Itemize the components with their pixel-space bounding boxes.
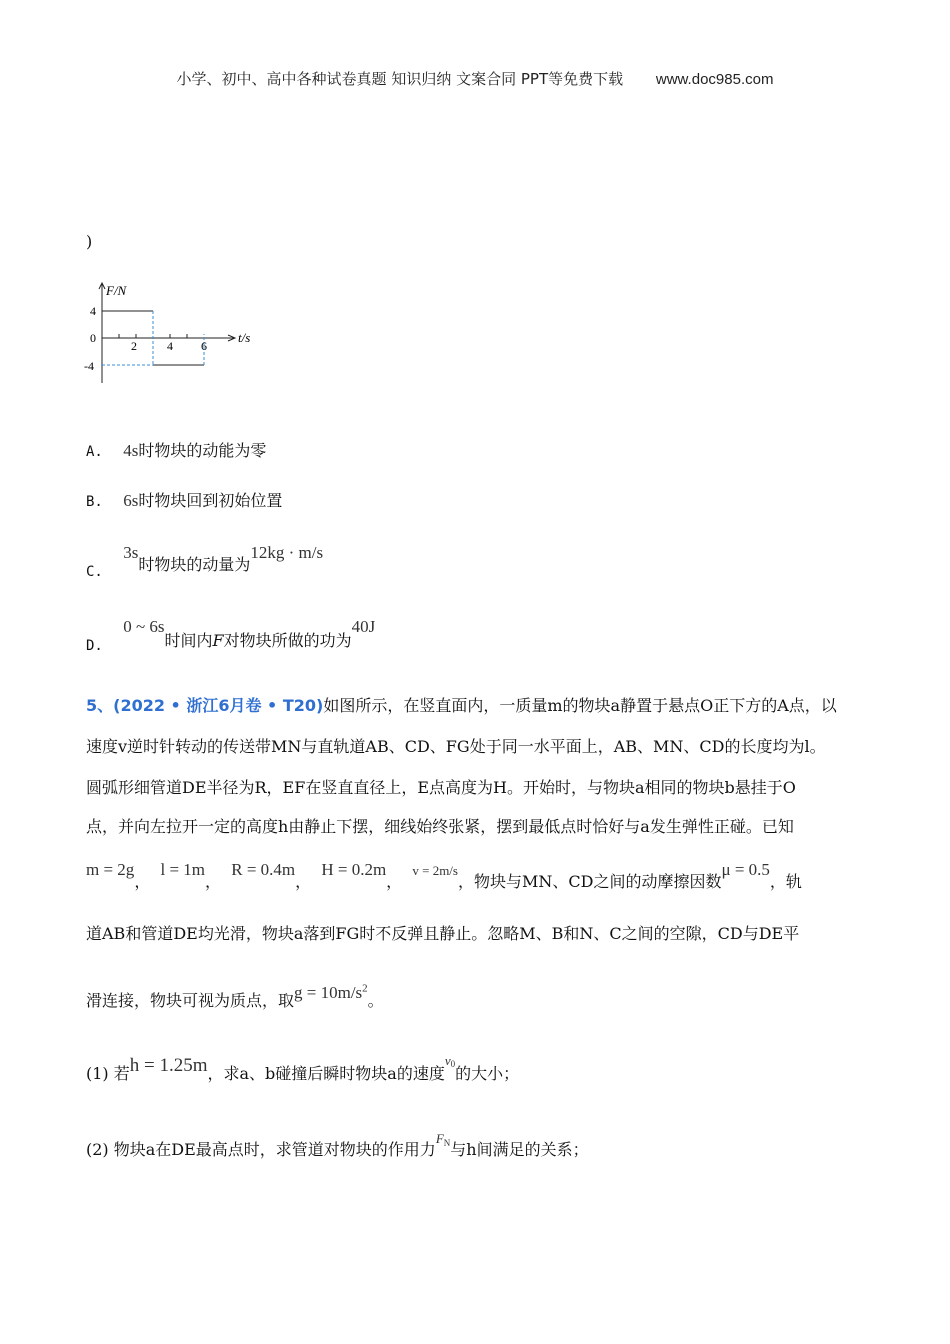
- question5-line1: 5、(2022 • 浙江6月卷 • T20)如图所示，在竖直面内，一质量m的物块a静置于悬点O正下方的A点，以: [86, 696, 837, 715]
- sub-question-2: (2) 物块a在DE最高点时，求管道对物块的作用力FN与h间满足的关系；: [86, 1131, 589, 1159]
- header-text: 小学、初中、高中各种试卷真题 知识归纳 文案合同 PPT等免费下载: [176, 70, 624, 88]
- sub-question-1: (1) 若h = 1.25m，求a、b碰撞后瞬时物块a的速度$^{v0}$的大小；: [86, 1053, 520, 1083]
- force-time-graph: [84, 278, 274, 388]
- question5-given-values: m = 2g， l = 1m， R = 0.4m， H = 0.2m， v = 2m/s，物块与MN、CD之间的动摩擦因数μ = 0.5，轨: [86, 860, 802, 891]
- y-tick-4: 4: [90, 304, 96, 318]
- y-tick-neg4: -4: [84, 359, 94, 373]
- x-tick-6: 6: [201, 339, 207, 353]
- y-axis-label: F/N: [106, 283, 127, 298]
- x-axis-label: t/s: [238, 330, 251, 345]
- question5-line7: 滑连接，物块可视为质点，取$g = 10m/s^2$。: [86, 982, 384, 1010]
- question5-line3: 圆弧形细管道DE半径为R，EF在竖直直径上，E点高度为H。开始时，与物块a相同的物块b悬挂于O: [86, 778, 796, 797]
- option-a: A. 4s时物块的动能为零: [86, 441, 267, 460]
- question5-line6: 道AB和管道DE均光滑，物块a落到FG时不反弹且静止。忽略M、B和N、C之间的空隙，CD与DE平: [86, 924, 800, 943]
- page-header: [0, 68, 950, 89]
- option-b: B. 6s时物块回到初始位置: [86, 491, 283, 510]
- x-tick-2: 2: [131, 339, 137, 353]
- question5-line4: 点，并向左拉开一定的高度h由静止下摆，细线始终张紧，摆到最低点时恰好与a发生弹性正碰。已知: [86, 817, 794, 836]
- y-tick-0: 0: [90, 331, 96, 345]
- option-c: C. 3s时物块的动量为12kg · m/s: [86, 543, 324, 580]
- header-url[interactable]: www.doc985.com: [655, 71, 774, 88]
- question5-line2: 速度v逆时针转动的传送带MN与直轨道AB、CD、FG处于同一水平面上，AB、MN、CD的长度均为l。: [86, 737, 826, 756]
- x-tick-4: 4: [167, 339, 173, 353]
- option-d: D. 0 ~ 6s时间内F对物块所做的功为40J: [86, 617, 376, 654]
- closing-paren: ): [86, 232, 93, 251]
